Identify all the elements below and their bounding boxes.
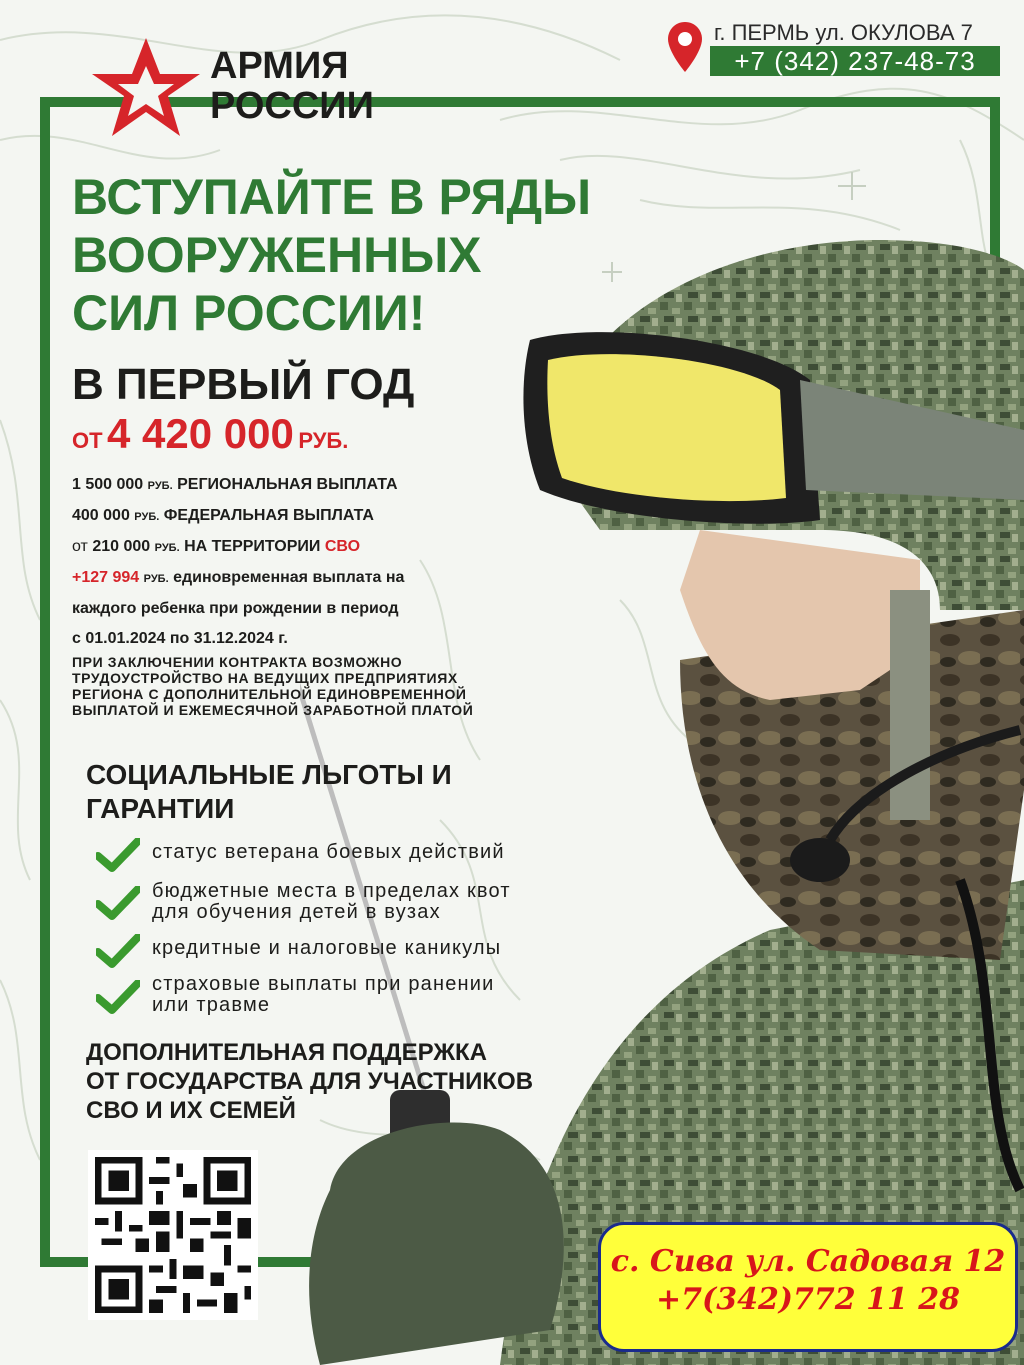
brand-line-2: РОССИИ: [210, 85, 374, 127]
benefit-text: [152, 938, 501, 959]
benefit-line-1: страховые выплаты при ранении: [152, 973, 495, 995]
total-sum: [72, 410, 348, 458]
local-office-box: [598, 1222, 1018, 1352]
checkmark-icon: [96, 934, 140, 968]
payment-svo: [72, 532, 404, 563]
local-office-address: с. Сива ул. Садовая 12: [610, 1244, 1006, 1279]
payment-label: РЕГИОНАЛЬНАЯ ВЫПЛАТА: [177, 476, 398, 493]
benefit-line-2: для обучения детей в вузах: [152, 901, 441, 923]
benefit-text: [152, 974, 495, 1016]
payment-label: единовременная выплата на: [173, 569, 405, 586]
contract-line: ВЫПЛАТОЙ И ЕЖЕМЕСЯЧНОЙ ЗАРАБОТНОЙ ПЛАТОЙ: [72, 702, 474, 718]
phone-number[interactable]: +7 (342) 237-48-73: [710, 46, 1000, 76]
contract-line: ТРУДОУСТРОЙСТВО НА ВЕДУЩИХ ПРЕДПРИЯТИЯХ: [72, 670, 458, 686]
payment-amount: 400 000: [72, 507, 130, 524]
support-line-3: СВО И ИХ СЕМЕЙ: [86, 1097, 296, 1124]
contract-note: [72, 654, 473, 718]
payment-unit: РУБ.: [147, 480, 173, 492]
frame-left: [40, 97, 50, 1267]
headline-line-3: СИЛ РОССИИ!: [72, 285, 426, 341]
benefit-line-1: статус ветерана боевых действий: [152, 841, 505, 863]
local-office-phone[interactable]: +7(342)772 11 28: [655, 1282, 961, 1317]
payment-amount: 210 000: [92, 538, 151, 555]
payments-list: [72, 470, 404, 654]
benefits-heading: [86, 758, 452, 826]
payment-unit: РУБ.: [154, 542, 180, 554]
support-line-2: ОТ ГОСУДАРСТВА ДЛЯ УЧАСТНИКОВ: [86, 1068, 534, 1095]
brand-line-1: АРМИЯ: [210, 45, 349, 87]
benefit-line-1: бюджетные места в пределах квот: [152, 880, 511, 902]
benefits-heading-line-2: ГАРАНТИИ: [86, 793, 235, 824]
brand-name: [210, 46, 374, 126]
sum-amount: 4 420 000: [107, 410, 294, 457]
benefit-text: [152, 842, 505, 863]
support-heading: [86, 1038, 533, 1125]
army-logo: [90, 38, 450, 138]
payment-amount: +127 994: [72, 569, 140, 586]
benefit-line-2: или травме: [152, 994, 271, 1016]
checkmark-icon: [96, 838, 140, 872]
contract-line: ПРИ ЗАКЛЮЧЕНИИ КОНТРАКТА ВОЗМОЖНО: [72, 654, 403, 670]
payment-regional: [72, 470, 404, 501]
payment-child-line-3: с 01.01.2024 по 31.12.2024 г.: [72, 630, 288, 647]
map-pin-icon: [668, 22, 702, 72]
benefits-heading-line-1: СОЦИАЛЬНЫЕ ЛЬГОТЫ И: [86, 759, 452, 790]
benefit-line-1: кредитные и налоговые каникулы: [152, 937, 502, 959]
benefit-text: [152, 881, 511, 923]
qr-code[interactable]: [88, 1150, 258, 1320]
payment-label: ФЕДЕРАЛЬНАЯ ВЫПЛАТА: [163, 507, 374, 524]
payment-child: [72, 563, 404, 594]
sum-prefix: ОТ: [72, 428, 103, 453]
payment-prefix: от: [72, 538, 88, 555]
payment-unit: РУБ.: [143, 573, 169, 585]
payment-federal: [72, 501, 404, 532]
payment-svo-label: СВО: [324, 538, 361, 555]
contract-line: РЕГИОНА С ДОПОЛНИТЕЛЬНОЙ ЕДИНОВРЕМЕННОЙ: [72, 686, 467, 702]
support-line-1: ДОПОЛНИТЕЛЬНАЯ ПОДДЕРЖКА: [86, 1039, 488, 1066]
sum-suffix: РУБ.: [298, 428, 349, 453]
headline-line-2: ВООРУЖЕННЫХ: [72, 227, 482, 283]
recruitment-address: [668, 20, 1008, 80]
address-text: г. ПЕРМЬ ул. ОКУЛОВА 7: [714, 20, 973, 45]
payment-unit: РУБ.: [134, 511, 160, 523]
first-year-heading: В ПЕРВЫЙ ГОД: [72, 360, 415, 409]
payment-child-line-2: каждого ребенка при рождении в период: [72, 600, 399, 617]
payment-label: НА ТЕРРИТОРИИ: [184, 538, 321, 555]
headline-line-1: ВСТУПАЙТЕ В РЯДЫ: [72, 169, 592, 225]
payment-amount: 1 500 000: [72, 476, 144, 493]
checkmark-icon: [96, 980, 140, 1014]
checkmark-icon: [96, 886, 140, 920]
main-headline: [72, 168, 591, 342]
star-icon: [90, 38, 202, 138]
